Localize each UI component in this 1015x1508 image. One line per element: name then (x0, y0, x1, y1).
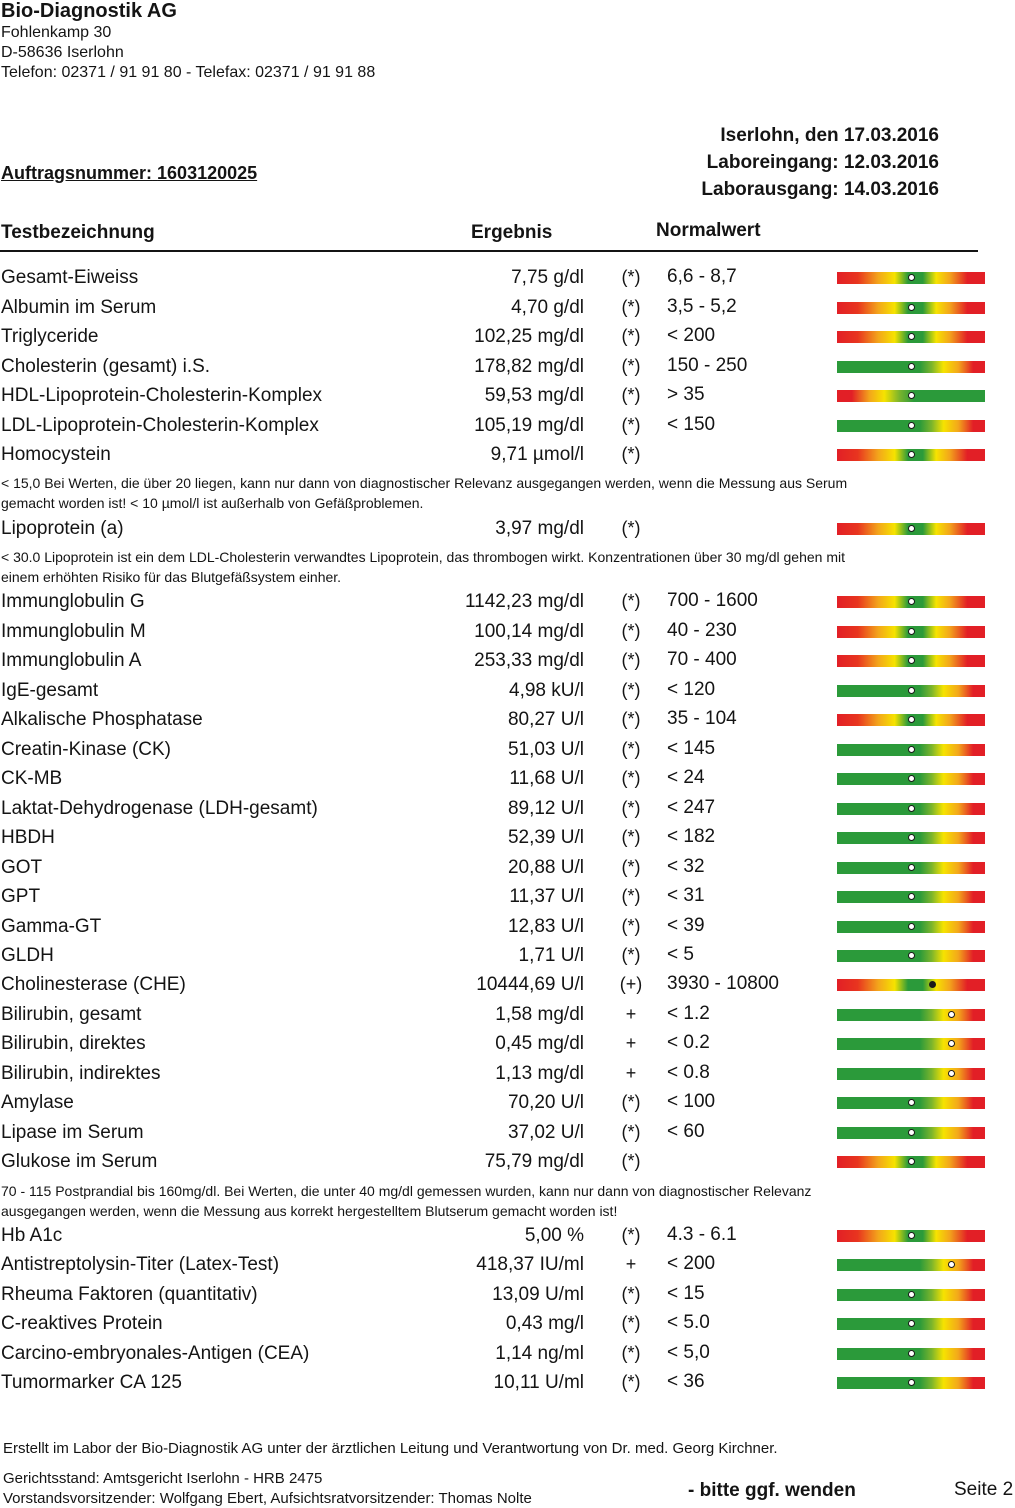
range-marker-icon (908, 1320, 915, 1327)
range-marker-icon (908, 775, 915, 782)
normal-range: < 24 (667, 767, 705, 788)
result-flag: (*) (621, 768, 641, 788)
result-flag: (*) (621, 297, 641, 317)
result-flag: (*) (621, 709, 641, 729)
result-flag: (*) (621, 650, 641, 670)
table-row (0, 381, 1015, 410)
test-result: 75,79 mg/dl (484, 1151, 584, 1172)
normal-range: < 150 (667, 414, 716, 435)
result-flag: (*) (621, 680, 641, 700)
table-row (0, 1339, 1015, 1368)
range-indicator-bar (837, 523, 985, 535)
table-row (0, 853, 1015, 882)
normal-range: 3930 - 10800 (667, 973, 779, 994)
range-marker-icon (908, 746, 915, 753)
result-flag: (*) (621, 739, 641, 759)
range-indicator-bar (837, 714, 985, 726)
range-indicator-bar (837, 390, 985, 402)
range-indicator-bar (837, 803, 985, 815)
lab-city: D-58636 Iserlohn (1, 44, 124, 61)
range-marker-icon (908, 1232, 915, 1239)
range-indicator-bar (837, 1097, 985, 1109)
range-marker-icon (908, 451, 915, 458)
range-marker-icon (908, 834, 915, 841)
test-result: 70,20 U/l (507, 1092, 584, 1113)
result-flag: (*) (621, 1092, 641, 1112)
range-indicator-bar (837, 862, 985, 874)
normal-range: < 200 (667, 325, 716, 346)
note-glukose (1, 1181, 1013, 1221)
table-row (0, 1250, 1015, 1279)
note-homocystein-line-2: gemacht worden ist! < 10 µmol/l ist außerhalb von Gefäßproblemen. (1, 495, 424, 511)
test-result: 178,82 mg/dl (474, 356, 584, 377)
page-number: Seite 2 (954, 1479, 1014, 1500)
note-homocystein-line-1: < 15,0 Bei Werten, die über 20 liegen, kann nur dann von diagnostischer Relevanz ausgegangen werden, wenn die Messung aus Serum (1, 475, 848, 491)
range-marker-icon (948, 1070, 955, 1077)
normal-range: < 200 (667, 1253, 716, 1274)
test-name: Gamma-GT (1, 916, 102, 937)
range-indicator-bar (837, 979, 985, 991)
normal-range: 700 - 1600 (667, 590, 758, 611)
range-marker-icon (908, 422, 915, 429)
normal-range: 40 - 230 (667, 620, 737, 641)
range-marker-icon (948, 1011, 955, 1018)
range-indicator-bar (837, 1377, 985, 1389)
result-flag: (*) (621, 1151, 641, 1171)
test-result: 1,14 ng/ml (495, 1343, 584, 1364)
table-row (0, 1221, 1015, 1250)
test-name: Lipoprotein (a) (1, 518, 124, 539)
range-marker-icon (908, 1099, 915, 1106)
table-row (0, 646, 1015, 675)
lab-in-date: 12.03.2016 (843, 152, 939, 173)
lab-out-label: Laborausgang: (701, 179, 839, 200)
test-result: 1,58 mg/dl (495, 1004, 584, 1025)
test-result: 0,43 mg/l (505, 1313, 584, 1334)
range-indicator-bar (837, 1259, 985, 1271)
result-flag: (*) (621, 415, 641, 435)
note-homocystein (1, 473, 1013, 513)
table-row (0, 1309, 1015, 1338)
lab-contact: Telefon: 02371 / 91 91 80 - Telefax: 02371 / 91 91 88 (1, 64, 376, 81)
normal-range: 70 - 400 (667, 649, 737, 670)
lab-in-label: Laboreingang: (706, 152, 839, 173)
normal-range: < 39 (667, 915, 705, 936)
range-marker-icon (908, 687, 915, 694)
result-flag: (*) (621, 945, 641, 965)
table-row (0, 912, 1015, 941)
result-flag: (*) (621, 326, 641, 346)
test-result: 3,97 mg/dl (495, 518, 584, 539)
table-row (0, 794, 1015, 823)
test-name: Glukose im Serum (1, 1151, 158, 1172)
report-date-label: Iserlohn, den (720, 125, 839, 146)
test-name: Rheuma Faktoren (quantitativ) (1, 1284, 258, 1305)
result-flag: (*) (621, 518, 641, 538)
test-name: Carcino-embryonales-Antigen (CEA) (1, 1343, 310, 1364)
normal-range: 3,5 - 5,2 (667, 296, 737, 317)
note-lipoprotein-line-1: < 30.0 Lipoprotein ist ein dem LDL-Cholesterin verwandtes Lipoprotein, das thrombogen wirkt. Konzentrationen über 30 mg/dl gehen mit (1, 549, 845, 565)
result-flag: (*) (621, 1284, 641, 1304)
table-row (0, 293, 1015, 322)
result-flag: (*) (621, 385, 641, 405)
range-indicator-bar (837, 420, 985, 432)
footer-court: Gerichtsstand: Amtsgericht Iserlohn - HRB 2475 (3, 1470, 323, 1487)
result-flag: + (625, 1254, 637, 1274)
table-row (0, 322, 1015, 351)
test-result: 20,88 U/l (507, 857, 584, 878)
test-result: 59,53 mg/dl (484, 385, 584, 406)
range-indicator-bar (837, 1156, 985, 1168)
test-name: HDL-Lipoprotein-Cholesterin-Komplex (1, 385, 323, 406)
range-indicator-bar (837, 1230, 985, 1242)
range-indicator-bar (837, 449, 985, 461)
test-name: Homocystein (1, 444, 111, 465)
normal-range: < 60 (667, 1121, 705, 1142)
range-indicator-bar (837, 272, 985, 284)
range-marker-icon (908, 716, 915, 723)
order-number-label: Auftragsnummer: (1, 163, 153, 183)
test-name: Lipase im Serum (1, 1122, 144, 1143)
header-rule (0, 250, 978, 252)
normal-range: < 0.8 (667, 1062, 710, 1083)
lab-out-line (701, 179, 939, 201)
test-name: Bilirubin, indirektes (1, 1063, 161, 1084)
test-name: Immunglobulin G (1, 591, 145, 612)
table-row (0, 735, 1015, 764)
result-flag: (*) (621, 886, 641, 906)
range-indicator-bar (837, 1009, 985, 1021)
test-result: 102,25 mg/dl (474, 326, 584, 347)
range-marker-icon (908, 1350, 915, 1357)
test-result: 11,68 U/l (509, 768, 584, 789)
range-indicator-bar (837, 626, 985, 638)
table-row (0, 1059, 1015, 1088)
result-flag: (*) (621, 591, 641, 611)
normal-range: > 35 (667, 384, 705, 405)
report-date: 17.03.2016 (843, 125, 939, 146)
normal-range: < 32 (667, 856, 705, 877)
result-flag: + (625, 1033, 637, 1053)
note-lipoprotein (1, 547, 1013, 587)
table-row (0, 1000, 1015, 1029)
test-name: Albumin im Serum (1, 297, 157, 318)
test-name: Alkalische Phosphatase (1, 709, 203, 730)
normal-range: < 5.0 (667, 1312, 710, 1333)
table-row (0, 764, 1015, 793)
note-lipoprotein-line-2: einem erhöhten Risiko für das Blutgefäßsystem einher. (1, 569, 342, 585)
report-date-line (720, 125, 939, 147)
test-result: 10444,69 U/l (476, 974, 584, 995)
test-name: Immunglobulin M (1, 621, 146, 642)
table-row (0, 263, 1015, 292)
test-name: C-reaktives Protein (1, 1313, 163, 1334)
range-marker-icon (948, 1261, 955, 1268)
note-glukose-line-2: ausgegangen werden, wenn die Messung aus korrekt hergestelltem Blutserum gemacht worden ist! (1, 1203, 618, 1219)
range-indicator-bar (837, 921, 985, 933)
normal-range: 35 - 104 (667, 708, 737, 729)
range-marker-icon (908, 864, 915, 871)
table-row (0, 411, 1015, 440)
table-row (0, 587, 1015, 616)
range-indicator-bar (837, 1068, 985, 1080)
test-result: 37,02 U/l (507, 1122, 584, 1143)
table-row (0, 440, 1015, 469)
test-result: 105,19 mg/dl (474, 415, 584, 436)
test-name: Laktat-Dehydrogenase (LDH-gesamt) (1, 798, 318, 819)
table-row (0, 514, 1015, 543)
result-flag: (*) (621, 1225, 641, 1245)
normal-range: 150 - 250 (667, 355, 748, 376)
test-name: Bilirubin, direktes (1, 1033, 146, 1054)
test-name: Triglyceride (1, 326, 99, 347)
order-number: 1603120025 (157, 163, 258, 183)
range-indicator-bar (837, 1348, 985, 1360)
test-result: 80,27 U/l (507, 709, 584, 730)
table-row (0, 1280, 1015, 1309)
range-indicator-bar (837, 596, 985, 608)
result-flag: + (625, 1063, 637, 1083)
result-flag: (+) (619, 974, 643, 994)
test-name: Antistreptolysin-Titer (Latex-Test) (1, 1254, 280, 1275)
table-row (0, 1029, 1015, 1058)
table-row (0, 823, 1015, 852)
normal-range: < 0.2 (667, 1032, 710, 1053)
test-result: 1,71 U/l (518, 945, 584, 966)
range-marker-icon (908, 657, 915, 664)
table-row (0, 705, 1015, 734)
test-result: 1,13 mg/dl (495, 1063, 584, 1084)
table-row (0, 352, 1015, 381)
table-row (0, 1368, 1015, 1397)
range-marker-icon (908, 805, 915, 812)
result-flag: (*) (621, 1313, 641, 1333)
range-indicator-bar (837, 331, 985, 343)
result-flag: (*) (621, 621, 641, 641)
test-result: 4,70 g/dl (511, 297, 584, 318)
normal-range: < 1.2 (667, 1003, 710, 1024)
test-name: CK-MB (1, 768, 63, 789)
lab-in-line (707, 152, 939, 174)
table-row (0, 970, 1015, 999)
range-marker-icon (908, 274, 915, 281)
range-marker-icon (908, 923, 915, 930)
range-marker-icon (908, 1291, 915, 1298)
normal-range: 4.3 - 6.1 (667, 1224, 737, 1245)
test-result: 418,37 IU/ml (476, 1254, 584, 1275)
test-name: Gesamt-Eiweiss (1, 267, 139, 288)
normal-range: < 100 (667, 1091, 716, 1112)
range-marker-icon (908, 333, 915, 340)
normal-range: < 145 (667, 738, 716, 759)
range-indicator-bar (837, 1127, 985, 1139)
result-flag: (*) (621, 444, 641, 464)
lab-street: Fohlenkamp 30 (1, 24, 112, 41)
normal-range: < 120 (667, 679, 716, 700)
result-flag: (*) (621, 1343, 641, 1363)
test-name: IgE-gesamt (1, 680, 99, 701)
test-name: GOT (1, 857, 43, 878)
table-row (0, 1118, 1015, 1147)
table-row (0, 676, 1015, 705)
test-result: 10,11 U/ml (493, 1372, 584, 1393)
footer-created: Erstellt im Labor der Bio-Diagnostik AG unter der ärztlichen Leitung und Verantwortung von Dr. med. Georg Kirchner. (3, 1440, 778, 1457)
table-row (0, 1088, 1015, 1117)
table-row (0, 1147, 1015, 1176)
normal-range: 6,6 - 8,7 (667, 266, 737, 287)
range-marker-icon (908, 598, 915, 605)
range-marker-icon (948, 1040, 955, 1047)
range-marker-icon (908, 392, 915, 399)
range-indicator-bar (837, 1289, 985, 1301)
test-result: 7,75 g/dl (511, 267, 584, 288)
range-marker-icon (908, 304, 915, 311)
range-marker-icon (908, 628, 915, 635)
result-flag: + (625, 1004, 637, 1024)
result-flag: (*) (621, 916, 641, 936)
range-marker-icon (908, 1158, 915, 1165)
table-row (0, 941, 1015, 970)
test-name: GPT (1, 886, 41, 907)
range-indicator-bar (837, 832, 985, 844)
header-normal: Normalwert (656, 220, 761, 241)
normal-range: < 36 (667, 1371, 705, 1392)
test-name: Cholinesterase (CHE) (1, 974, 186, 995)
test-name: Hb A1c (1, 1225, 63, 1246)
range-indicator-bar (837, 891, 985, 903)
table-row (0, 617, 1015, 646)
range-marker-icon (908, 893, 915, 900)
result-flag: (*) (621, 267, 641, 287)
normal-range: < 5 (667, 944, 694, 965)
normal-range: < 247 (667, 797, 716, 818)
table-row (0, 882, 1015, 911)
test-result: 4,98 kU/l (509, 680, 584, 701)
test-name: Tumormarker CA 125 (1, 1372, 182, 1393)
result-flag: (*) (621, 857, 641, 877)
range-marker-icon (929, 981, 936, 988)
range-indicator-bar (837, 950, 985, 962)
test-name: Creatin-Kinase (CK) (1, 739, 171, 760)
test-name: Bilirubin, gesamt (1, 1004, 142, 1025)
header-test: Testbezeichnung (1, 222, 155, 243)
result-flag: (*) (621, 798, 641, 818)
header-result: Ergebnis (471, 222, 553, 243)
test-result: 12,83 U/l (507, 916, 584, 937)
test-result: 51,03 U/l (507, 739, 584, 760)
result-flag: (*) (621, 827, 641, 847)
lab-out-date: 14.03.2016 (843, 179, 939, 200)
test-result: 0,45 mg/dl (495, 1033, 584, 1054)
test-result: 52,39 U/l (507, 827, 584, 848)
range-indicator-bar (837, 685, 985, 697)
test-result: 11,37 U/l (509, 886, 584, 907)
test-result: 253,33 mg/dl (474, 650, 584, 671)
result-flag: (*) (621, 1122, 641, 1142)
range-indicator-bar (837, 773, 985, 785)
lab-name: Bio-Diagnostik AG (1, 0, 177, 22)
test-result: 5,00 % (524, 1225, 584, 1246)
range-indicator-bar (837, 1318, 985, 1330)
test-name: Amylase (1, 1092, 74, 1113)
note-glukose-line-1: 70 - 115 Postprandial bis 160mg/dl. Bei Werten, die unter 40 mg/dl gemessen wurden, kann nur dann von diagnostischer Relevanz (1, 1183, 812, 1199)
range-indicator-bar (837, 655, 985, 667)
test-name: LDL-Lipoprotein-Cholesterin-Komplex (1, 415, 319, 436)
test-result: 100,14 mg/dl (474, 621, 584, 642)
normal-range: < 5,0 (667, 1342, 710, 1363)
test-result: 1142,23 mg/dl (464, 591, 584, 612)
range-indicator-bar (837, 361, 985, 373)
result-flag: (*) (621, 356, 641, 376)
test-name: HBDH (1, 827, 55, 848)
test-name: Cholesterin (gesamt) i.S. (1, 356, 211, 377)
range-marker-icon (908, 1129, 915, 1136)
range-marker-icon (908, 1379, 915, 1386)
range-indicator-bar (837, 302, 985, 314)
footer-board: Vorstandsvorsitzender: Wolfgang Ebert, Aufsichtsratvorsitzender: Thomas Nolte (3, 1490, 532, 1507)
range-marker-icon (908, 952, 915, 959)
normal-range: < 15 (667, 1283, 705, 1304)
order-number-line (1, 163, 257, 184)
test-result: 89,12 U/l (507, 798, 584, 819)
range-marker-icon (908, 525, 915, 532)
please-turn-over: - bitte ggf. wenden (688, 1480, 856, 1501)
normal-range: < 31 (667, 885, 705, 906)
test-name: Immunglobulin A (1, 650, 142, 671)
test-result: 13,09 U/ml (492, 1284, 584, 1305)
result-flag: (*) (621, 1372, 641, 1392)
test-name: GLDH (1, 945, 54, 966)
range-indicator-bar (837, 744, 985, 756)
range-indicator-bar (837, 1038, 985, 1050)
range-marker-icon (908, 363, 915, 370)
normal-range: < 182 (667, 826, 716, 847)
test-result: 9,71 µmol/l (490, 444, 584, 465)
